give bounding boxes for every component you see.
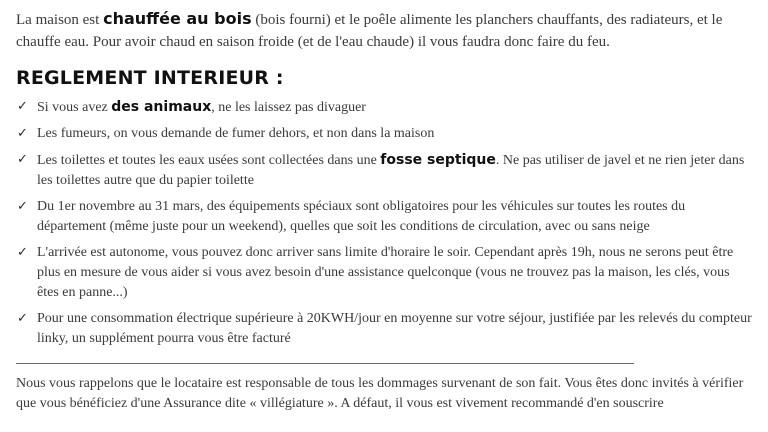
rule-item-winter-equipment (16, 197, 754, 237)
rule-text-end: , ne les laissez pas divaguer (211, 100, 366, 115)
rule-bold-text: des animaux (111, 99, 212, 115)
checkmark-icon: ✓ (17, 99, 28, 114)
checkmark-icon: ✓ (17, 152, 28, 167)
rule-text: Les fumeurs, on vous demande de fumer dehors, et non dans la maison (37, 126, 435, 141)
intro-text-start: La maison est (16, 12, 104, 28)
checkmark-icon: ✓ (17, 311, 28, 326)
section-divider (16, 363, 634, 364)
heating-paragraph (16, 8, 754, 53)
rule-item-smokers (16, 124, 754, 144)
insurance-paragraph: Nous vous rappelons que le locataire est responsable de tous les dommages survenant de son fait. Vous êtes donc invités à vérifier que vous bénéficiez d'une Assurance dite « villégiature ». A défaut, il vous est vivement recommandé d'en souscrire (16, 376, 744, 411)
rule-item-septic-tank (16, 150, 754, 191)
rule-bold-text: fosse septique (380, 152, 496, 168)
rule-text: Les toilettes et toutes les eaux usées sont collectées dans une (37, 153, 381, 168)
rules-heading: REGLEMENT INTERIEUR : (16, 67, 284, 89)
checkmark-icon: ✓ (17, 245, 28, 260)
rule-text-end: . Ne pas utiliser de javel et ne rien jeter dans les toilettes autre que du papier toilette (37, 153, 745, 188)
checkmark-icon: ✓ (17, 126, 28, 141)
rule-text: Si vous avez (37, 100, 112, 115)
rule-text: L'arrivée est autonome, vous pouvez donc arriver sans limite d'horaire le soir. Cependant après 19h, nous ne serons peut être plus en mesure de vous aider si vous avez besoin d'une assistance quelconque (vous ne trouvez pas la maison, les clés, vous êtes en panne...) (37, 245, 734, 300)
rule-item-arrival (16, 243, 754, 303)
rule-item-animals (16, 97, 754, 118)
intro-bold-heating: chauffée au bois (103, 9, 252, 28)
rules-list (16, 97, 754, 349)
intro-text-end: (bois fourni) et le poêle alimente les planchers chauffants, des radiateurs, et le chauffe eau. Pour avoir chaud en saison froide (et de l'eau chaude) il vous faudra donc faire du feu. (16, 12, 723, 50)
document-page (16, 8, 754, 414)
rule-text: Pour une consommation électrique supérieure à 20KWH/jour en moyenne sur votre séjour, justifiée par les relevés du compteur linky, un supplément pourra vous être facturé (37, 311, 752, 346)
checkmark-icon: ✓ (17, 199, 28, 214)
rule-item-electricity (16, 309, 754, 349)
rule-text: Du 1er novembre au 31 mars, des équipements spéciaux sont obligatoires pour les véhicules sur toutes les routes du département (même juste pour un weekend), quelles que soit les conditions de circulation, avec ou sans neige (37, 199, 686, 234)
